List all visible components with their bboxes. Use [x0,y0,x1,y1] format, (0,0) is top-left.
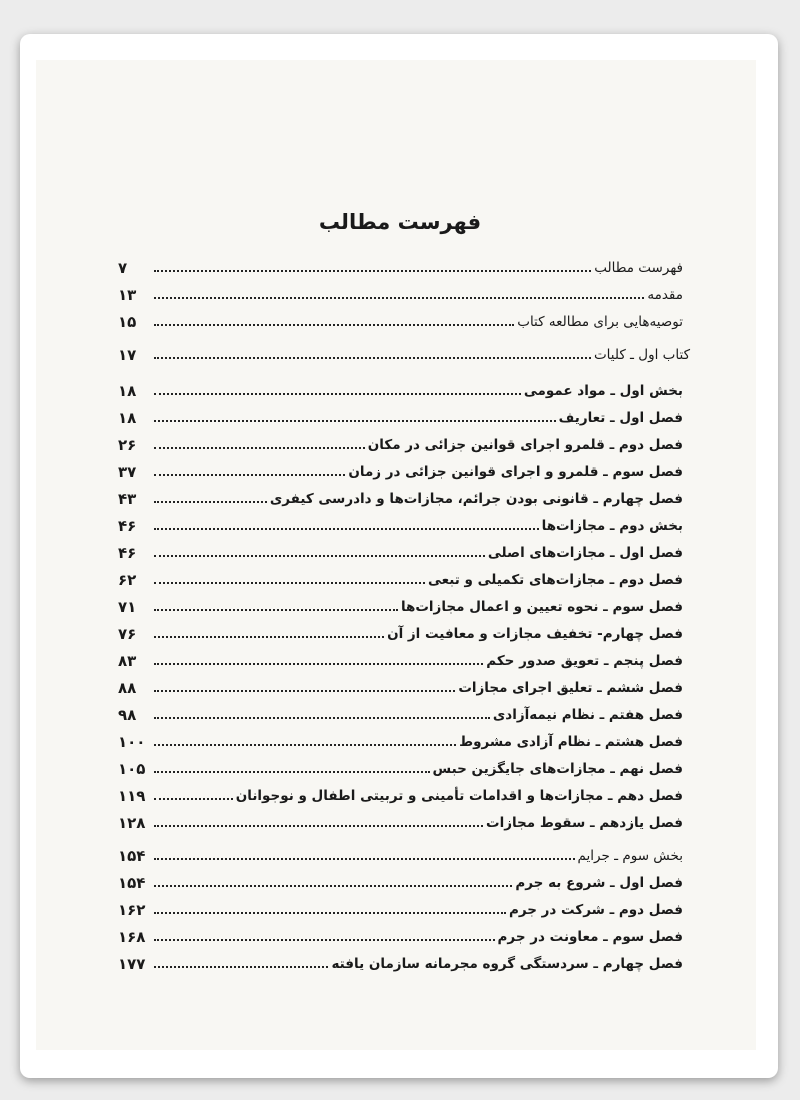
toc-entry [118,783,697,805]
toc-entry-page: ۱۷۷ [118,955,146,973]
toc-entry-label: فصل چهارم ـ قانونی بودن جرائم، مجازات‌ها و دادرسی کیفری [269,491,683,507]
toc-entry-page: ۱۳ [118,286,137,304]
leader-dots [154,939,495,941]
toc-entry [118,870,697,892]
toc-entry [118,729,697,751]
toc-entry-page: ۱۰۰ [118,733,146,751]
toc-entry-page: ۷ [118,259,128,277]
toc-entry-page: ۲۶ [118,436,137,454]
toc-entry [118,282,683,304]
leader-dots [154,825,483,827]
toc-entry-page: ۶۲ [118,571,137,589]
leader-dots [154,690,455,692]
toc-entry [118,756,697,778]
leader-dots [154,663,483,665]
toc-entry-label: مقدمه [647,287,683,303]
toc-entry-page: ۴۶ [118,544,137,562]
toc-entry-label: فصل پنجم ـ تعویق صدور حکم [486,653,683,669]
toc-entry-label: بخش اول ـ مواد عمومی [523,383,683,399]
leader-dots [154,609,398,611]
toc-entry-label: فصل سوم ـ نحوه تعیین و اعمال مجازات‌ها [400,599,683,615]
toc-entry-page: ۱۵۴ [118,847,146,865]
toc-entry-label: فصل هشتم ـ نظام آزادی مشروط [459,734,683,750]
toc-entry-page: ۱۸ [118,409,137,427]
leader-dots [154,717,490,719]
leader-dots [154,474,345,476]
toc-entry [118,567,697,589]
toc-entry-label: بخش دوم ـ مجازات‌ها [541,518,683,534]
toc-entry-page: ۱۱۹ [118,787,146,805]
leader-dots [154,744,456,746]
leader-dots [154,324,514,326]
leader-dots [154,447,365,449]
toc-entry [118,432,697,454]
leader-dots [154,582,425,584]
toc-entry-label: فصل سوم ـ قلمرو و اجرای قوانین جزائی در زمان [348,464,683,480]
toc-entry [118,342,690,364]
toc-entry-page: ۸۸ [118,679,137,697]
leader-dots [154,528,539,530]
toc-entry [118,405,697,427]
toc-title: فهرست مطالب [318,210,482,234]
leader-dots [154,912,506,914]
toc-entry [118,810,697,832]
toc-entry-label: فصل چهارم- تخفیف مجازات و معافیت از آن [387,626,683,642]
toc-entry-page: ۱۸ [118,382,137,400]
toc-entry [118,255,683,277]
toc-entry [118,702,697,724]
toc-entry [118,486,697,508]
toc-entry-page: ۸۳ [118,652,137,670]
toc-entry-label: فصل اول ـ تعاریف [558,410,683,426]
toc-entry-page: ۷۶ [118,625,137,643]
toc-entry [118,378,683,400]
toc-entry [118,843,683,865]
toc-entry-label: فصل یازدهم ـ سقوط مجازات [486,815,683,831]
toc-entry-page: ۱۲۸ [118,814,146,832]
leader-dots [154,501,267,503]
toc-entry [118,540,697,562]
toc-entry-label: بخش سوم ـ جرایم [577,848,683,864]
toc-entry-page: ۱۰۵ [118,760,146,778]
toc-entry [118,675,697,697]
toc-entry-label: فصل دهم ـ مجازات‌ها و اقدامات تأمینی و تربیتی اطفال و نوجوانان [235,788,683,804]
leader-dots [154,420,556,422]
toc-entry-label: فصل اول ـ شروع به جرم [515,875,683,891]
toc-entry-page: ۷۱ [118,598,137,616]
leader-dots [154,858,575,860]
leader-dots [154,771,430,773]
toc-entry-label: فصل سوم ـ معاونت در جرم [497,929,683,945]
leader-dots [154,297,644,299]
toc-entry [118,648,697,670]
leader-dots [154,636,384,638]
toc-entry-page: ۴۳ [118,490,137,508]
toc-entry [118,621,697,643]
leader-dots [154,798,233,800]
toc-entry-page: ۱۵۴ [118,874,146,892]
toc-entry-label: فصل ششم ـ تعلیق اجرای مجازات [458,680,683,696]
toc-entry-page: ۱۷ [118,346,137,364]
toc-entry [118,897,697,919]
leader-dots [154,966,328,968]
toc-entry-label: فهرست مطالب [594,260,683,276]
leader-dots [154,555,485,557]
toc-entry-page: ۳۷ [118,463,137,481]
toc-entry-label: فصل هفتم ـ نظام نیمه‌آزادی [492,707,683,723]
toc-entry [118,594,697,616]
toc-entry [118,924,697,946]
toc-entry-label: فصل دوم ـ قلمرو اجرای قوانین جزائی در مکان [367,437,683,453]
leader-dots [154,885,512,887]
toc-entry-page: ۴۶ [118,517,137,535]
leader-dots [154,357,591,359]
leader-dots [154,270,591,272]
toc-entry-page: ۱۵ [118,313,137,331]
toc-entry [118,513,683,535]
toc-entry-label: فصل دوم ـ مجازات‌های تکمیلی و تبعی [427,572,683,588]
toc-entry-label: فصل چهارم ـ سردستگی گروه مجرمانه سازمان یافته [331,956,683,972]
toc-entry-label: فصل نهم ـ مجازات‌های جایگزین حبس [432,761,683,777]
toc-entry [118,459,697,481]
toc-entry-page: ۹۸ [118,706,137,724]
toc-entry-label: فصل دوم ـ شرکت در جرم [508,902,683,918]
leader-dots [154,393,521,395]
toc-entry [118,309,683,331]
toc-entry-page: ۱۶۲ [118,901,146,919]
toc-entry [118,951,697,973]
toc-entry-label: توصیه‌هایی برای مطالعه کتاب [517,314,683,330]
toc-entry-page: ۱۶۸ [118,928,146,946]
toc-entry-label: فصل اول ـ مجازات‌های اصلی [487,545,683,561]
toc-entry-label: کتاب اول ـ کلیات [593,347,690,363]
